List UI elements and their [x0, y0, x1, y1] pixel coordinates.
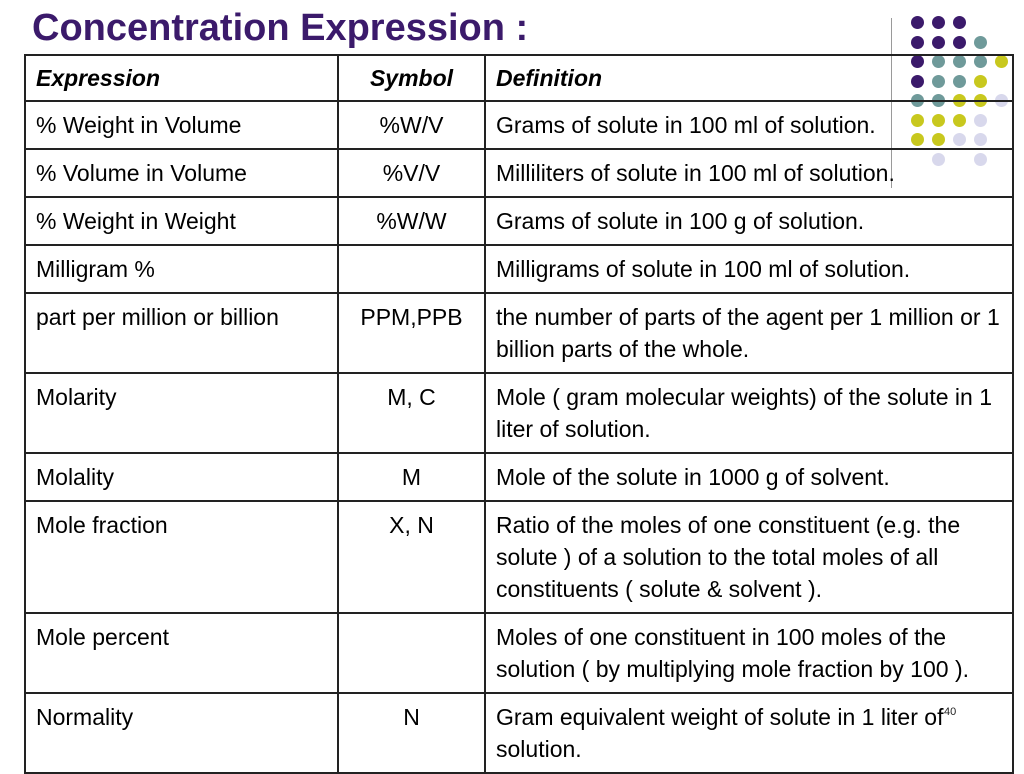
table-row — [25, 197, 1013, 245]
decorative-dot — [932, 16, 945, 29]
cell-symbol: X, N — [338, 501, 485, 613]
table-row — [25, 453, 1013, 501]
table-row — [25, 101, 1013, 149]
cell-expression: part per million or billion — [25, 293, 338, 373]
cell-definition: Gram equivalent weight of solute in 1 liter of solution. — [485, 693, 1013, 773]
table-row — [25, 693, 1013, 773]
cell-symbol: %W/W — [338, 197, 485, 245]
decorative-dot — [911, 16, 924, 29]
cell-symbol: PPM,PPB — [338, 293, 485, 373]
concentration-table — [24, 54, 1014, 774]
cell-definition: Grams of solute in 100 ml of solution. — [485, 101, 1013, 149]
table-row — [25, 501, 1013, 613]
cell-symbol: %V/V — [338, 149, 485, 197]
cell-definition: the number of parts of the agent per 1 million or 1 billion parts of the whole. — [485, 293, 1013, 373]
cell-expression: Molality — [25, 453, 338, 501]
cell-expression: Normality — [25, 693, 338, 773]
cell-definition: Moles of one constituent in 100 moles of the solution ( by multiplying mole fraction by 100 ). — [485, 613, 1013, 693]
decorative-dot — [932, 36, 945, 49]
table-row — [25, 613, 1013, 693]
decorative-dot — [911, 36, 924, 49]
cell-expression: % Weight in Weight — [25, 197, 338, 245]
cell-definition: Milliliters of solute in 100 ml of solution. — [485, 149, 1013, 197]
cell-symbol — [338, 245, 485, 293]
cell-expression: Mole fraction — [25, 501, 338, 613]
cell-symbol — [338, 613, 485, 693]
table-header-row — [25, 55, 1013, 101]
cell-definition: Mole of the solute in 1000 g of solvent. — [485, 453, 1013, 501]
decorative-dot — [953, 16, 966, 29]
table-row — [25, 373, 1013, 453]
cell-definition: Mole ( gram molecular weights) of the solute in 1 liter of solution. — [485, 373, 1013, 453]
header-symbol: Symbol — [338, 55, 485, 101]
cell-expression: Milligram % — [25, 245, 338, 293]
cell-expression: % Volume in Volume — [25, 149, 338, 197]
decorative-dot — [953, 36, 966, 49]
cell-definition: Milligrams of solute in 100 ml of solution. — [485, 245, 1013, 293]
cell-definition: Grams of solute in 100 g of solution. — [485, 197, 1013, 245]
cell-expression: Mole percent — [25, 613, 338, 693]
table-row — [25, 293, 1013, 373]
header-definition: Definition — [485, 55, 1013, 101]
cell-expression: % Weight in Volume — [25, 101, 338, 149]
slide-title: Concentration Expression : — [32, 7, 529, 49]
cell-definition: Ratio of the moles of one constituent (e.g. the solute ) of a solution to the total moles of all constituents ( solute & solvent ). — [485, 501, 1013, 613]
table-row — [25, 245, 1013, 293]
cell-symbol: %W/V — [338, 101, 485, 149]
cell-symbol: N — [338, 693, 485, 773]
table-row — [25, 149, 1013, 197]
slide-page-number: 40 — [944, 706, 957, 718]
cell-symbol: M, C — [338, 373, 485, 453]
decorative-dot — [974, 36, 987, 49]
header-expression: Expression — [25, 55, 338, 101]
cell-symbol: M — [338, 453, 485, 501]
cell-expression: Molarity — [25, 373, 338, 453]
